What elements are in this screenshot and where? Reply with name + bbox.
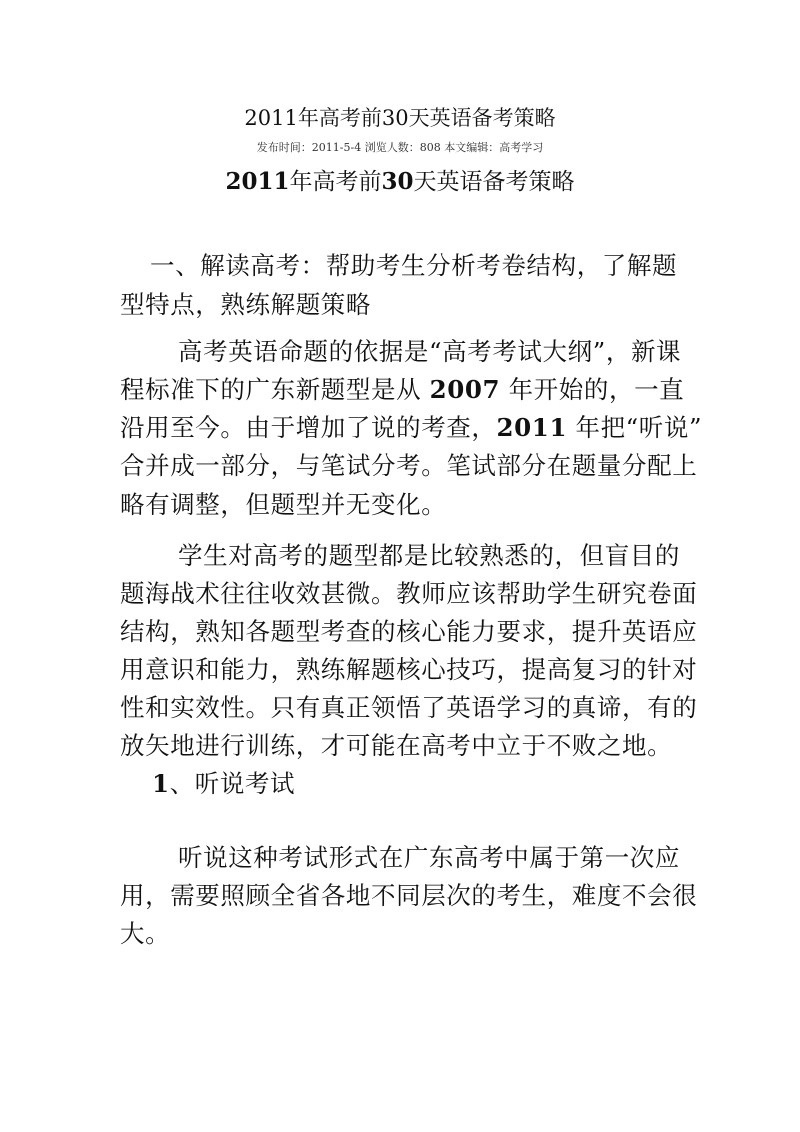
year-number: 2011: [496, 413, 568, 442]
document-title: 2011年高考前30天英语备考策略: [244, 106, 556, 130]
subsection-title: 、听说考试: [169, 769, 296, 798]
paragraph-line: 高考英语命题的依据是“高考考试大纲”，新课: [178, 337, 682, 366]
paragraph-line: [120, 372, 690, 408]
subsection-number: 1: [152, 769, 170, 798]
text-segment: 年把“听说”: [567, 413, 703, 442]
subtitle-year: 2011: [225, 168, 290, 195]
paragraph-line: 性和实效性。只有真正领悟了英语学习的真谛，有的: [120, 693, 698, 722]
paragraph-line: 合并成一部分，与笔试分考。笔试部分在题量分配上: [120, 451, 698, 480]
document-subtitle: [0, 166, 800, 198]
paragraph-line: 略有调整，但题型并无变化。: [120, 490, 447, 519]
text-segment: 程标准下的广东新题型是从: [120, 375, 430, 404]
paragraph-line: 学生对高考的题型都是比较熟悉的，但盲目的: [178, 541, 680, 570]
subtitle-text-b: 天英语备考策略: [413, 169, 575, 195]
paragraph-line: 大。: [120, 919, 171, 948]
year-number: 2007: [429, 375, 501, 404]
section-heading-line: 型特点，熟练解题策略: [120, 290, 371, 319]
text-segment: 年开始的，一直: [500, 375, 685, 404]
paragraph-line: [120, 410, 703, 446]
subtitle-text-a: 年高考前: [289, 169, 382, 195]
paragraph-line: 放矢地进行训练，才可能在高考中立于不败之地。: [120, 731, 673, 760]
section-heading-line: 一、解读高考：帮助考生分析考卷结构，了解题: [150, 251, 678, 280]
subtitle-days: 30: [381, 168, 414, 195]
paragraph-line: 题海战术往往收效甚微。教师应该帮助学生研究卷面: [120, 579, 698, 608]
paragraph-line: 用，需要照顾全省各地不同层次的考生，难度不会很: [120, 881, 698, 910]
document-meta: 发布时间：2011-5-4 浏览人数：808 本文编辑：高考学习: [256, 141, 544, 154]
subsection-heading: [152, 766, 722, 802]
paragraph-line: 听说这种考试形式在广东高考中属于第一次应: [178, 843, 680, 872]
paragraph-line: 用意识和能力，熟练解题核心技巧，提高复习的针对: [120, 655, 698, 684]
paragraph-line: 结构，熟知各题型考查的核心能力要求，提升英语应: [120, 617, 698, 646]
text-segment: 沿用至今。由于增加了说的考查，: [120, 413, 497, 442]
